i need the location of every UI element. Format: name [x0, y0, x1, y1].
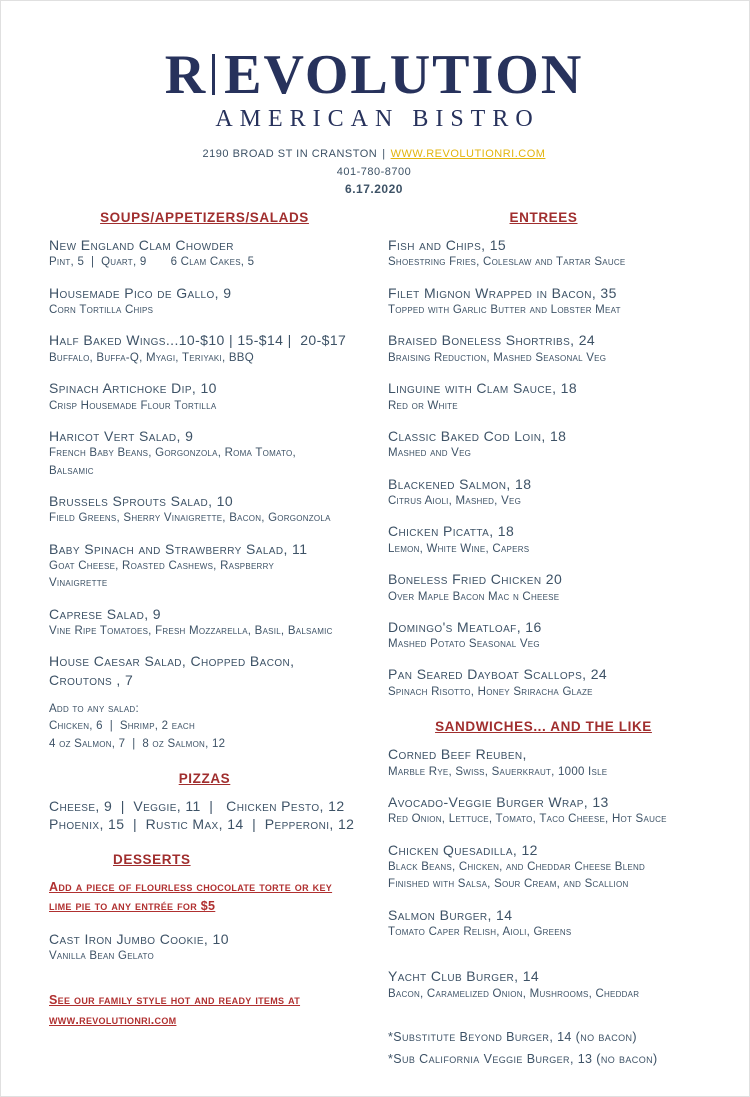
item-description: Red or White [388, 399, 458, 412]
menu-item [49, 605, 360, 641]
item-name: Brussels Sprouts Salad, 10 [49, 492, 234, 509]
item-description: Tomato Caper Relish, Aioli, Greens [388, 926, 572, 939]
item-description: Over Maple Bacon Mac n Cheese [388, 590, 560, 603]
header [49, 44, 699, 196]
logo-letter-r: R [164, 44, 208, 106]
section-heading: SOUPS/APPETIZERS/SALADS [100, 210, 309, 225]
item-description: Black Beans, Chicken, and Cheddar Cheese Blend [388, 861, 646, 874]
menu-item [388, 906, 699, 942]
menu-item [388, 967, 699, 1003]
menu-item [388, 665, 699, 701]
item-name: Filet Mignon Wrapped in Bacon, 35 [388, 284, 617, 301]
item-description: Balsamic [49, 464, 94, 477]
item-description: 4 oz Salmon, 7 | 8 oz Salmon, 12 [49, 737, 226, 750]
restaurant-logo [49, 44, 699, 106]
logo-divider-icon [212, 54, 215, 95]
section-items [49, 236, 360, 753]
item-name: Cheese, 9 | Veggie, 11 | Chicken Pesto, 12 [49, 797, 345, 814]
item-description: Field Greens, Sherry Vinaigrette, Bacon, Gorgonzola [49, 512, 331, 525]
item-description: Vine Ripe Tomatoes, Fresh Mozzarella, Basil, Balsamic [49, 625, 333, 637]
menu-item [388, 618, 699, 654]
item-name: Boneless Fried Chicken 20 [388, 571, 563, 588]
menu-item [49, 379, 360, 415]
menu-section [49, 852, 360, 1030]
item-description: Topped with Garlic Butter and Lobster Meat [388, 304, 621, 317]
menu-item [388, 570, 699, 606]
menu-item [49, 701, 360, 753]
item-description: Shoestring Fries, Coleslaw and Tartar Sauce [388, 256, 626, 269]
note-line: Add a piece of flourless chocolate torte or key [49, 879, 333, 894]
item-name: Corned Beef Reuben, [388, 746, 527, 763]
item-description: Braising Reduction, Mashed Seasonal Veg [388, 351, 607, 364]
menu-item [388, 745, 699, 781]
item-name: Yacht Club Burger, 14 [388, 968, 540, 985]
item-name: Housemade Pico de Gallo, 9 [49, 284, 232, 301]
item-description: Goat Cheese, Roasted Cashews, Raspberry [49, 560, 275, 573]
menu-item [388, 1029, 699, 1046]
item-name: Blackened Salmon, 18 [388, 475, 532, 492]
menu-item [49, 427, 360, 480]
item-description: Finished with Salsa, Sour Cream, and Scallion [388, 878, 629, 891]
item-description: Bacon, Caramelized Onion, Mushrooms, Cheddar [388, 987, 640, 1000]
item-name: *Sub California Veggie Burger, 13 (no bacon) [388, 1051, 658, 1066]
menu-item [49, 236, 360, 272]
item-description: Marble Rye, Swiss, Sauerkraut, 1000 Isle [388, 765, 608, 778]
item-description: Corn Tortilla Chips [49, 304, 154, 317]
right-column [388, 208, 699, 1072]
item-name: Caprese Salad, 9 [49, 605, 161, 622]
section-items [49, 878, 360, 1030]
item-name: Pan Seared Dayboat Scallops, 24 [388, 666, 608, 683]
menu-item [388, 522, 699, 558]
restaurant-tagline: AMERICAN BISTRO [215, 106, 540, 132]
item-name: Chicken Picatta, 18 [388, 523, 515, 540]
item-name: New England Clam Chowder [49, 237, 234, 253]
item-name: Classic Baked Cod Loin, 18 [388, 427, 567, 444]
address-line [49, 148, 699, 160]
item-name: Baby Spinach and Strawberry Salad, 11 [49, 540, 308, 557]
left-column [49, 208, 360, 1072]
item-name: Avocado-Veggie Burger Wrap, 13 [388, 793, 609, 810]
phone-number: 401-780-8700 [336, 166, 412, 178]
menu-item [388, 793, 699, 829]
item-description: Buffalo, Buffa-Q, Myagi, Teriyaki, BBQ [49, 351, 254, 364]
item-name: House Caesar Salad, Chopped Bacon, [49, 653, 295, 670]
item-description: Citrus Aioli, Mashed, Veg [388, 495, 522, 508]
item-description: Red Onion, Lettuce, Tomato, Taco Cheese, Hot Sauce [388, 813, 667, 826]
item-description: Add to any salad: [49, 703, 139, 716]
menu-item [388, 427, 699, 463]
menu-item [388, 236, 699, 272]
menu-item [388, 841, 699, 894]
menu-section [388, 719, 699, 1067]
section-heading: PIZZAS [178, 770, 231, 786]
item-name: Braised Boneless Shortribs, 24 [388, 332, 596, 349]
item-description: Spinach Risotto, Honey Sriracha Glaze [388, 685, 593, 698]
item-description: Chicken, 6 | Shrimp, 2 each [49, 720, 195, 733]
menu-item [388, 475, 699, 511]
note-line: lime pie to any entrée for $5 [49, 899, 216, 914]
menu-section [49, 210, 360, 753]
item-name: Phoenix, 15 | Rustic Max, 14 | Pepperoni, 12 [49, 816, 355, 833]
menu-item [388, 1051, 699, 1068]
menu-date: 6.17.2020 [345, 182, 403, 196]
menu-item [388, 284, 699, 320]
section-heading: ENTREES [509, 210, 578, 225]
item-description: Lemon, White Wine, Capers [388, 542, 530, 555]
item-name: Domingo's Meatloaf, 16 [388, 618, 542, 635]
item-description: Pint, 5 | Quart, 9 6 Clam Cakes, 5 [49, 256, 255, 269]
menu-item [388, 379, 699, 415]
menu-item [49, 492, 360, 528]
address-text: 2190 BROAD ST IN CRANSTON [202, 148, 378, 160]
section-heading: SANDWICHES... AND THE LIKE [435, 719, 652, 735]
menu-item [49, 540, 360, 593]
menu-item [49, 331, 360, 367]
item-name: Chicken Quesadilla, 12 [388, 841, 538, 858]
address-separator: | [382, 148, 386, 160]
section-heading: DESSERTS [113, 851, 191, 867]
note-line: www.revolutionri.com [49, 1012, 177, 1027]
item-description: Vanilla Bean Gelato [49, 950, 154, 963]
menu-columns [49, 196, 699, 1072]
item-name: Spinach Artichoke Dip, 10 [49, 380, 217, 397]
note-line: See our family style hot and ready items at [49, 993, 301, 1008]
menu-note [49, 991, 360, 1030]
menu-item [49, 284, 360, 320]
item-description: Crisp Housemade Flour Tortilla [49, 399, 217, 412]
menu-section [49, 771, 360, 834]
website-link[interactable]: WWW.REVOLUTIONRI.COM [390, 148, 546, 160]
item-description: Vinaigrette [49, 577, 108, 590]
item-description: French Baby Beans, Gorgonzola, Roma Tomato, [49, 447, 296, 460]
menu-section [388, 210, 699, 701]
item-description: Mashed and Veg [388, 447, 472, 460]
item-description: Mashed Potato Seasonal Veg [388, 638, 540, 651]
menu-item [49, 797, 360, 834]
item-name: Salmon Burger, 14 [388, 906, 513, 923]
menu-item [388, 331, 699, 367]
item-name: Haricot Vert Salad, 9 [49, 427, 194, 444]
menu-note [49, 878, 360, 917]
section-items [49, 797, 360, 834]
logo-text: EVOLUTION [224, 44, 584, 106]
section-items [388, 745, 699, 1067]
item-name: Croutons , 7 [49, 671, 134, 688]
item-name: *Substitute Beyond Burger, 14 (no bacon) [388, 1030, 637, 1045]
item-name: Cast Iron Jumbo Cookie, 10 [49, 930, 229, 947]
item-name: Fish and Chips, 15 [388, 237, 507, 253]
item-name: Linguine with Clam Sauce, 18 [388, 380, 578, 397]
item-name: Half Baked Wings...10-$10 | 15-$14 | 20-$17 [49, 332, 347, 349]
menu-item [49, 652, 360, 689]
section-items [388, 236, 699, 701]
